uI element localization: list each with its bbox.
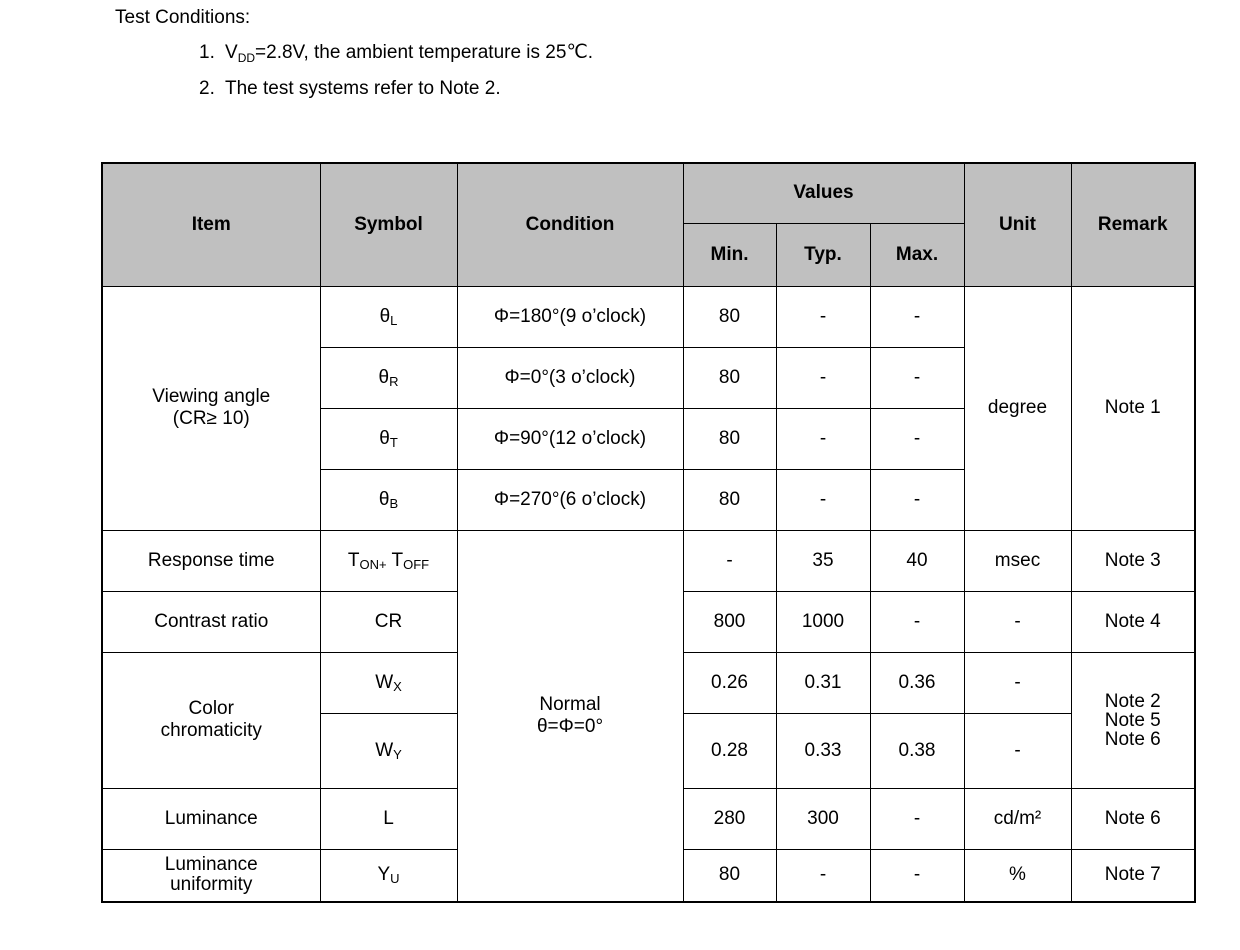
remark-cell: Note 6: [1071, 788, 1195, 849]
condition-cell: Φ=0°(3 o’clock): [457, 347, 683, 408]
min-cell: 0.28: [683, 713, 776, 788]
condition-item: 1. $V_{DD}=2.8V$, the ambient temperature is 25℃.: [199, 42, 594, 65]
symbol-cell: YU: [320, 849, 457, 902]
min-cell: 80: [683, 469, 776, 530]
optical-spec-table: [101, 162, 1196, 903]
condition-cell: Φ=90°(12 o’clock): [457, 408, 683, 469]
header-condition: Condition: [457, 163, 683, 286]
typ-cell: -: [776, 408, 870, 469]
unit-cell: cd/m²: [964, 788, 1071, 849]
header-values: Values: [683, 163, 964, 223]
typ-cell: 0.31: [776, 652, 870, 713]
header-row: [102, 163, 1195, 223]
min-cell: 80: [683, 849, 776, 902]
unit-cell: degree: [964, 286, 1071, 530]
unit-cell: -: [964, 652, 1071, 713]
header-item: Item: [102, 163, 320, 286]
typ-cell: 35: [776, 530, 870, 591]
remark-cell: Note 1: [1071, 286, 1195, 530]
symbol-cell: WY: [320, 713, 457, 788]
max-cell: -: [870, 347, 964, 408]
symbol-cell: θL: [320, 286, 457, 347]
remark-cell: Note 4: [1071, 591, 1195, 652]
header-typ: Typ.: [776, 223, 870, 286]
unit-cell: -: [964, 591, 1071, 652]
max-cell: -: [870, 286, 964, 347]
item-color-chromaticity: Color chromaticity: [102, 652, 320, 788]
normal-condition-cell: Normal θ=Φ=0°: [457, 530, 683, 902]
min-cell: 80: [683, 286, 776, 347]
item-viewing-angle: Viewing angle (CR≥ 10): [102, 286, 320, 530]
max-cell: -: [870, 591, 964, 652]
condition-cell: Φ=270°(6 o’clock): [457, 469, 683, 530]
unit-cell: msec: [964, 530, 1071, 591]
max-cell: -: [870, 849, 964, 902]
typ-cell: -: [776, 286, 870, 347]
item-contrast-ratio: Contrast ratio: [102, 591, 320, 652]
condition-item: 2. The test systems refer to Note 2.: [199, 78, 501, 99]
header-unit: Unit: [964, 163, 1071, 286]
typ-cell: -: [776, 469, 870, 530]
typ-cell: 0.33: [776, 713, 870, 788]
max-cell: -: [870, 469, 964, 530]
max-cell: 40: [870, 530, 964, 591]
item-luminance-uniformity: Luminance uniformity: [102, 849, 320, 902]
table-row: [102, 286, 1195, 347]
test-conditions-title: Test Conditions:: [115, 7, 251, 28]
max-cell: -: [870, 408, 964, 469]
remark-cell: Note 2 Note 5 Note 6: [1071, 652, 1195, 788]
typ-cell: 1000: [776, 591, 870, 652]
max-cell: 0.36: [870, 652, 964, 713]
min-cell: 80: [683, 347, 776, 408]
header-min: Min.: [683, 223, 776, 286]
max-cell: -: [870, 788, 964, 849]
symbol-cell: CR: [320, 591, 457, 652]
header-max: Max.: [870, 223, 964, 286]
remark-cell: Note 3: [1071, 530, 1195, 591]
item-luminance: Luminance: [102, 788, 320, 849]
symbol-cell: TON+ TOFF: [320, 530, 457, 591]
min-cell: 0.26: [683, 652, 776, 713]
max-cell: 0.38: [870, 713, 964, 788]
unit-cell: %: [964, 849, 1071, 902]
remark-cell: Note 7: [1071, 849, 1195, 902]
min-cell: 280: [683, 788, 776, 849]
table-row: [102, 530, 1195, 591]
item-response-time: Response time: [102, 530, 320, 591]
test-conditions-list: [199, 43, 593, 115]
typ-cell: -: [776, 347, 870, 408]
header-symbol: Symbol: [320, 163, 457, 286]
typ-cell: -: [776, 849, 870, 902]
typ-cell: 300: [776, 788, 870, 849]
unit-cell: -: [964, 713, 1071, 788]
header-remark: Remark: [1071, 163, 1195, 286]
min-cell: 80: [683, 408, 776, 469]
symbol-cell: θR: [320, 347, 457, 408]
condition-cell: Φ=180°(9 o’clock): [457, 286, 683, 347]
symbol-cell: θT: [320, 408, 457, 469]
symbol-cell: θB: [320, 469, 457, 530]
symbol-cell: L: [320, 788, 457, 849]
min-cell: -: [683, 530, 776, 591]
symbol-cell: WX: [320, 652, 457, 713]
min-cell: 800: [683, 591, 776, 652]
